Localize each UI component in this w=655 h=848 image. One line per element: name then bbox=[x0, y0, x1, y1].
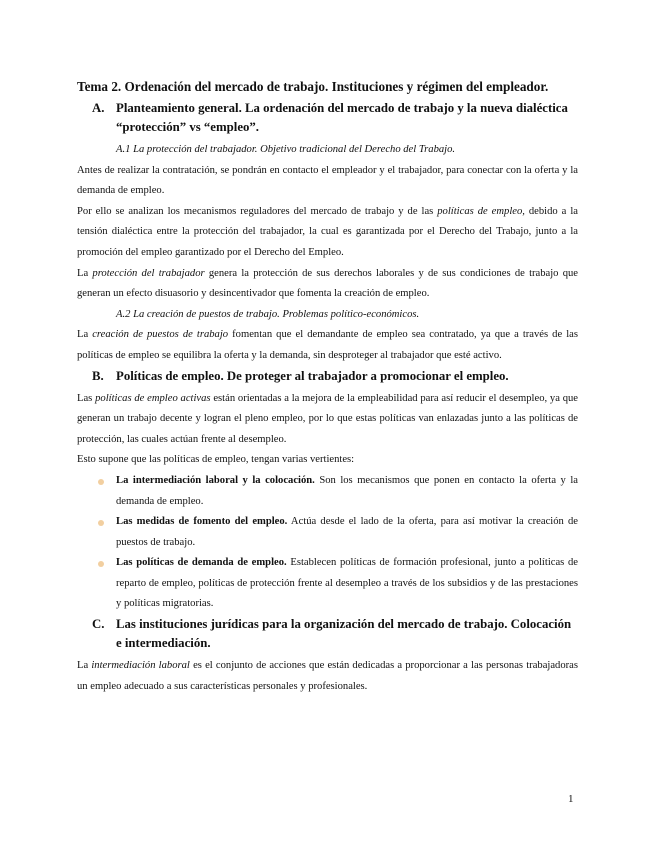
list-item: La intermediación laboral y la colocación. Son los mecanismos que ponen en contacto la oferta y la demanda de empleo. bbox=[77, 471, 578, 512]
bullet-dot-icon bbox=[98, 479, 104, 485]
list-item: Las medidas de fomento del empleo. Actúa desde el lado de la oferta, para así motivar la creación de puestos de trabajo. bbox=[77, 512, 578, 553]
section-c-title: Las instituciones jurídicas para la organización del mercado de trabajo. Colocación e intermediación. bbox=[116, 617, 572, 651]
list-item: Las políticas de demanda de empleo. Establecen políticas de formación profesional, junto a políticas de reparto de empleo, políticas de protección frente al desempleo a través de los subsidios y de las prestaciones y políticas migratorias. bbox=[77, 553, 578, 615]
section-b-label: B. bbox=[92, 368, 104, 383]
section-b-heading bbox=[77, 367, 578, 386]
section-a-heading bbox=[77, 99, 578, 137]
section-c-label: C. bbox=[92, 617, 105, 632]
section-a-title: Planteamiento general. La ordenación del mercado de trabajo y la nueva dialéctica “protección” vs “empleo”. bbox=[116, 101, 568, 134]
paragraph-c-1: La intermediación laboral es el conjunto de acciones que están dedicadas a proporcionar a las personas trabajadoras un empleo adecuado a sus características personales y profesionales. bbox=[77, 660, 578, 692]
subsection-a1-heading: A.1 La protección del trabajador. Objetivo tradicional del Derecho del Trabajo. bbox=[116, 144, 456, 155]
paragraph-a1-2: Por ello se analizan los mecanismos reguladores del mercado de trabajo y de las políticas de empleo, debido a la tensión dialéctica entre la protección del trabajador, la cual es garantizada por el Derecho del Trabajo, junto a la promoción del empleo garantizado por el Derecho del Empleo. bbox=[77, 205, 578, 258]
document-body bbox=[77, 78, 578, 697]
paragraph-a1-3: La protección del trabajador genera la protección de sus derechos laborales y de sus condiciones de trabajo que generan un efecto disuasorio y desincentivador que fomenta la creación de empleo. bbox=[77, 267, 579, 300]
policies-bullet-list bbox=[77, 471, 578, 615]
paragraph-b-1: Las políticas de empleo activas están orientadas a la mejora de la empleabilidad para así reducir el desempleo, ya que generan un trabajo decente y logran el pleno empleo, por lo que estas políticas van enlazadas junto a las políticas de protección, las cuales actúan frente al desempleo. bbox=[77, 392, 579, 445]
section-a-label: A. bbox=[92, 101, 105, 115]
paragraph-a2-1: La creación de puestos de trabajo fomentan que el demandante de empleo sea contratado, ya que a través de las políticas de empleo se equilibra la oferta y la demanda, sin desproteger al trabajador que esté activo. bbox=[77, 329, 578, 361]
section-b-title: Políticas de empleo. De proteger al trabajador a promocionar el empleo. bbox=[116, 368, 509, 383]
bullet-dot-icon bbox=[98, 520, 104, 526]
paragraph-b-2: Esto supone que las políticas de empleo, tengan varias vertientes: bbox=[77, 454, 355, 466]
section-c-heading bbox=[77, 615, 578, 653]
bullet-dot-icon bbox=[98, 561, 104, 567]
page-number: 1 bbox=[568, 793, 574, 805]
subsection-a2-heading: A.2 La creación de puestos de trabajo. Problemas político-económicos. bbox=[116, 308, 420, 320]
paragraph-a1-1: Antes de realizar la contratación, se pondrán en contacto el empleador y el trabajador, para conectar con la oferta y la demanda de empleo. bbox=[77, 164, 578, 197]
document-title: Tema 2. Ordenación del mercado de trabajo. Instituciones y régimen del empleador. bbox=[77, 79, 549, 94]
